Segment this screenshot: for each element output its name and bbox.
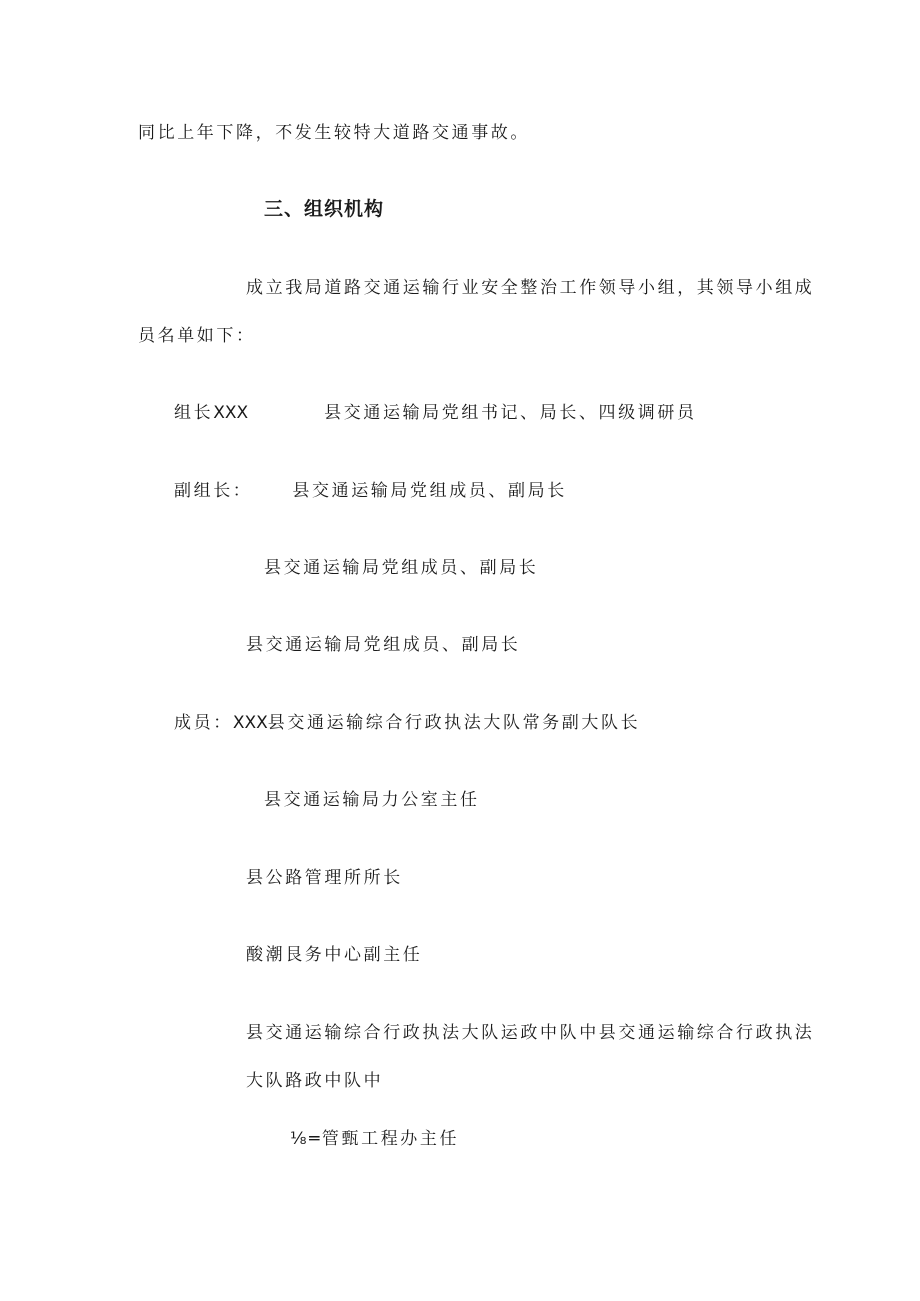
member-role: 成员： — [174, 713, 233, 733]
paragraph-line-2: 员名单如下： — [138, 326, 256, 346]
deputy-row-1 — [174, 480, 567, 502]
leader-name: XXX — [213, 403, 249, 423]
member-first-name: XXX — [232, 713, 268, 733]
intro-tail-text: 同比上年下降，不发生较特大道路交通事故。 — [138, 123, 530, 143]
deputy-role: 副组长： — [174, 481, 253, 501]
member-title-6: ⅛═管甄工程办主任 — [290, 1129, 460, 1149]
member-title-2: 县公路管理所所长 — [246, 868, 403, 888]
leader-role: 组长 — [174, 403, 214, 423]
member-row-1 — [174, 712, 640, 734]
member-title-5: 大队路政中队中 — [246, 1071, 384, 1091]
leader-row — [174, 402, 697, 424]
member-title-4: 县交通运输综合行政执法大队运政中队中县交通运输综合行政执法 — [246, 1023, 815, 1043]
deputy-title-3: 县交通运输局党组成员、副局长 — [246, 635, 521, 655]
leader-title: 县交通运输局党组书记、局长、四级调研员 — [324, 403, 697, 423]
member-title-3: 酸潮艮务中心副主任 — [246, 945, 423, 965]
section-heading: 三、组织机构 — [264, 198, 385, 220]
deputy-title-1: 县交通运输局党组成员、副局长 — [292, 481, 567, 501]
member-title-1: 县交通运输局力公室主任 — [264, 790, 480, 810]
member-first-title: 县交通运输综合行政执法大队常务副大队长 — [267, 713, 641, 733]
deputy-title-2: 县交通运输局党组成员、副局长 — [264, 558, 539, 578]
paragraph-line-1: 成立我局道路交通运输行业安全整治工作领导小组，其领导小组成 — [246, 278, 815, 298]
